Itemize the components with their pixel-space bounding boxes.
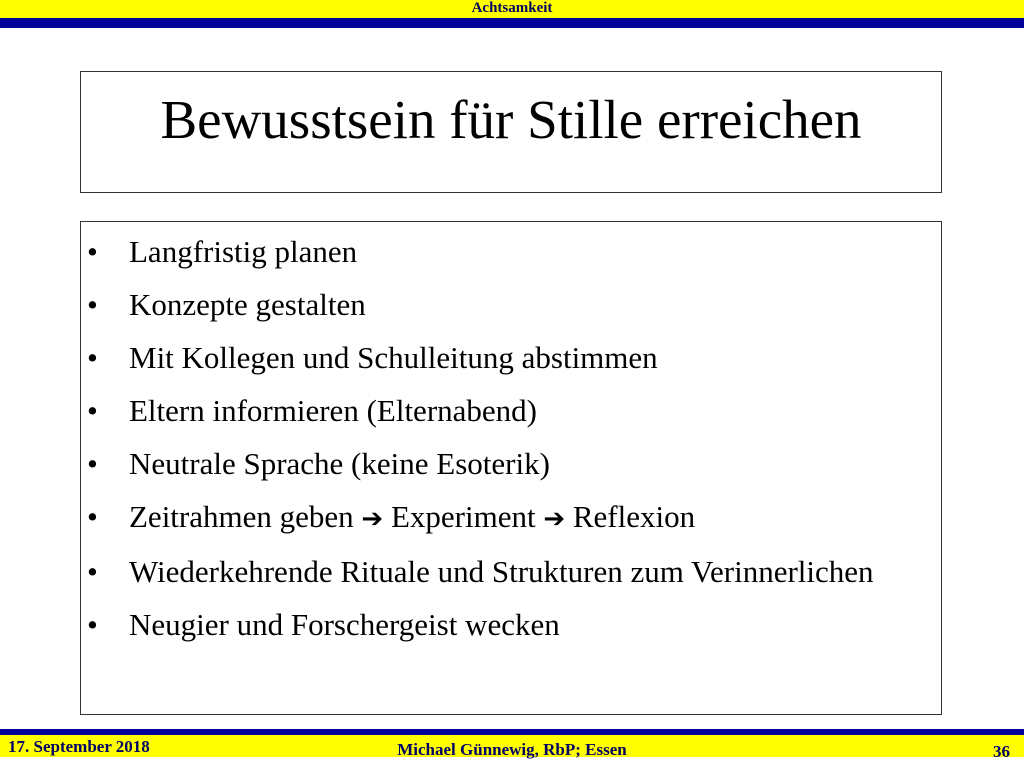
bullet-icon: • (87, 499, 98, 534)
bullet-item (81, 605, 941, 645)
bullet-text-part: Experiment (383, 499, 544, 534)
bullet-item (81, 285, 941, 325)
title-box (80, 71, 942, 193)
header-bar (0, 0, 1024, 18)
bullet-item (81, 232, 941, 272)
bullet-text-part: Zeitrahmen geben (129, 499, 362, 534)
bullet-icon: • (87, 607, 98, 642)
bullet-text: Langfristig planen (129, 234, 358, 269)
bullet-icon: • (87, 393, 98, 428)
bullet-text: Neugier und Forschergeist wecken (129, 607, 560, 642)
bullet-item (81, 338, 941, 378)
bullet-icon: • (87, 287, 98, 322)
bullet-text: Neutrale Sprache (keine Esoterik) (129, 446, 550, 481)
bullet-item (81, 497, 941, 539)
bullet-text: Konzepte gestalten (129, 287, 366, 322)
header-rule (0, 18, 1024, 28)
bullet-text-part: Reflexion (565, 499, 696, 534)
bullet-text (129, 499, 695, 534)
bullet-icon: • (87, 340, 98, 375)
bullet-item (81, 444, 941, 484)
arrow-right-icon: ➔ (361, 504, 384, 534)
slide-title: Bewusstsein für Stille erreichen (160, 89, 862, 150)
bullet-text: Mit Kollegen und Schulleitung abstimmen (129, 340, 658, 375)
bullet-icon: • (87, 234, 98, 269)
content-box (80, 221, 942, 715)
bullet-icon: • (87, 446, 98, 481)
bullet-text: Wiederkehrende Rituale und Strukturen zum Verinnerlichen (129, 554, 874, 589)
bullet-text: Eltern informieren (Elternabend) (129, 393, 537, 428)
bullet-item (81, 552, 941, 592)
header-title: Achtsamkeit (471, 0, 553, 16)
bullet-icon: • (87, 554, 98, 589)
bullet-list (81, 232, 941, 658)
footer-bar (0, 735, 1024, 761)
footer-date: 17. September 2018 (8, 737, 150, 756)
bullet-item (81, 391, 941, 431)
page-number: 36 (993, 742, 1010, 761)
arrow-right-icon: ➔ (543, 504, 566, 534)
footer-author: Michael Günnewig, RbP; Essen (397, 740, 627, 759)
